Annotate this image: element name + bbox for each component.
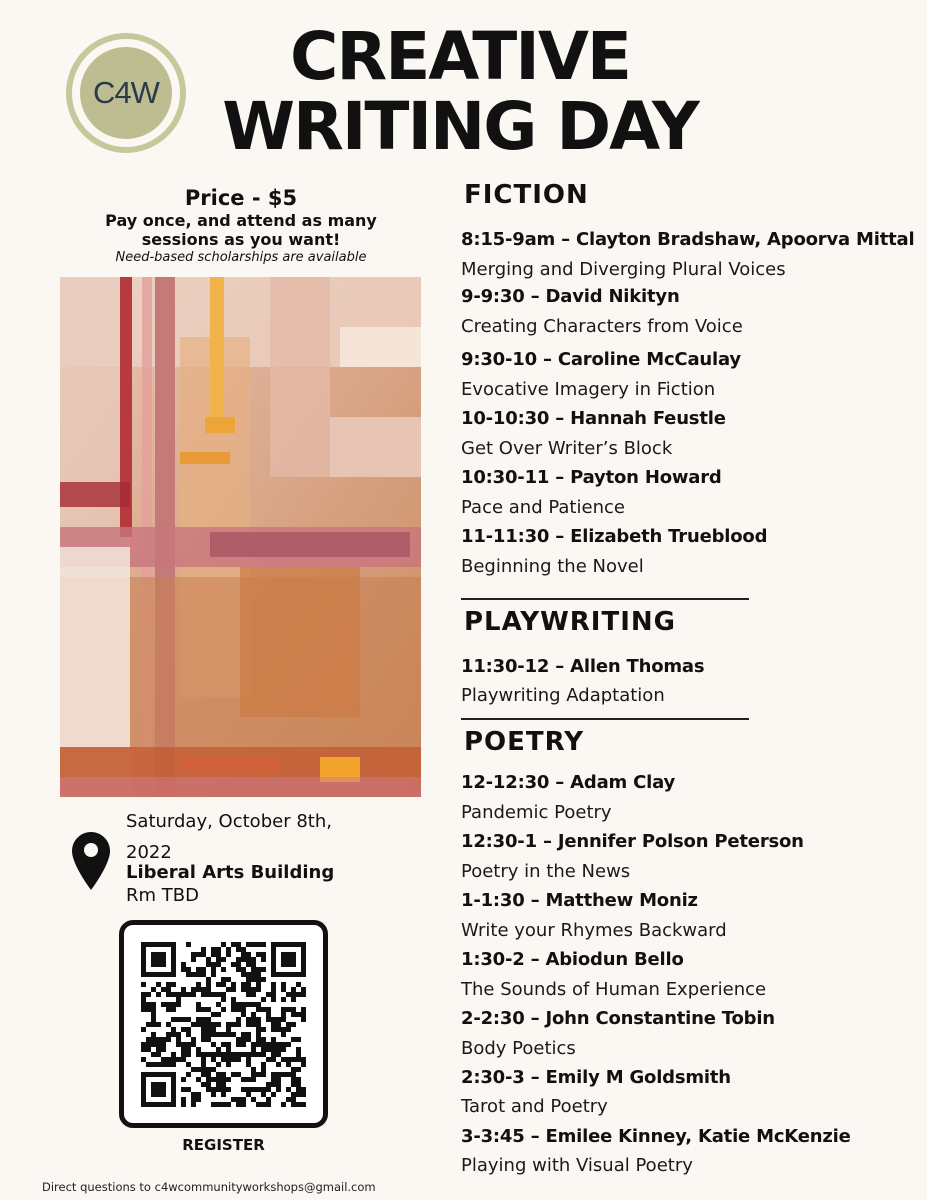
qr-finder-center	[151, 1082, 166, 1097]
session-topic: The Sounds of Human Experience	[461, 979, 767, 1000]
session-topic: Body Poetics	[461, 1038, 576, 1059]
qr-code-image	[141, 942, 306, 1107]
session-title: 2-2:30 – John Constantine Tobin	[461, 1008, 775, 1029]
register-label: REGISTER	[182, 1136, 265, 1154]
session-topic: Playing with Visual Poetry	[461, 1155, 693, 1176]
event-date	[126, 806, 396, 868]
qr-finder-center	[281, 952, 296, 967]
qr-finder-center	[151, 952, 166, 967]
event-date-line-1: Saturday, October 8th,	[126, 811, 332, 832]
c4w-logo	[66, 33, 186, 153]
section-heading-fiction: FICTION	[464, 180, 589, 210]
section-heading-poetry: POETRY	[464, 727, 585, 757]
page-title	[210, 18, 710, 165]
price-heading: Price - $5	[184, 186, 298, 210]
session-title: 3-3:45 – Emilee Kinney, Katie McKenzie	[461, 1126, 851, 1147]
event-room: Rm TBD	[126, 885, 199, 906]
session-topic: Beginning the Novel	[461, 556, 644, 577]
session-topic: Tarot and Poetry	[461, 1096, 608, 1117]
session-topic: Pandemic Poetry	[461, 802, 612, 823]
title-line-2: WRITING DAY	[222, 88, 698, 165]
contact-line: Direct questions to c4wcommunityworkshops@gmail.com	[42, 1180, 376, 1194]
session-title: 9-9:30 – David Nikityn	[461, 286, 680, 307]
pay-once-line-1: Pay once, and attend as many	[105, 211, 377, 230]
session-topic: Pace and Patience	[461, 497, 625, 518]
session-topic: Get Over Writer’s Block	[461, 438, 673, 459]
price-block	[60, 186, 422, 266]
session-title: 12:30-1 – Jennifer Polson Peterson	[461, 831, 804, 852]
logo-disc	[80, 47, 172, 139]
session-topic: Write your Rhymes Backward	[461, 920, 727, 941]
session-title: 10-10:30 – Hannah Feustle	[461, 408, 726, 429]
event-building: Liberal Arts Building	[126, 862, 335, 883]
session-topic: Poetry in the News	[461, 861, 631, 882]
session-topic: Evocative Imagery in Fiction	[461, 379, 716, 400]
section-divider	[461, 718, 749, 720]
pay-once-line-2: sessions as you want!	[141, 230, 341, 249]
session-topic: Merging and Diverging Plural Voices	[461, 259, 786, 280]
register-qr-code[interactable]	[119, 920, 328, 1128]
session-title: 11:30-12 – Allen Thomas	[461, 656, 705, 677]
session-title: 11-11:30 – Elizabeth Trueblood	[461, 526, 768, 547]
session-title: 2:30-3 – Emily M Goldsmith	[461, 1067, 731, 1088]
title-line-1: CREATIVE	[289, 18, 631, 95]
session-title: 1-1:30 – Matthew Moniz	[461, 890, 698, 911]
session-title: 8:15-9am – Clayton Bradshaw, Apoorva Mittal	[461, 229, 915, 250]
section-divider	[461, 598, 749, 600]
session-topic: Creating Characters from Voice	[461, 316, 743, 337]
scholarship-note: Need-based scholarships are available	[115, 250, 367, 265]
session-title: 9:30-10 – Caroline McCaulay	[461, 349, 741, 370]
session-title: 12-12:30 – Adam Clay	[461, 772, 676, 793]
section-heading-playwriting: PLAYWRITING	[464, 607, 676, 637]
event-date-line-2: 2022	[126, 842, 172, 863]
session-title: 10:30-11 – Payton Howard	[461, 467, 722, 488]
abstract-painting-image	[60, 277, 421, 797]
session-title: 1:30-2 – Abiodun Bello	[461, 949, 684, 970]
location-pin-icon	[72, 832, 110, 894]
logo-text: C4W	[93, 75, 159, 110]
session-topic: Playwriting Adaptation	[461, 685, 665, 706]
